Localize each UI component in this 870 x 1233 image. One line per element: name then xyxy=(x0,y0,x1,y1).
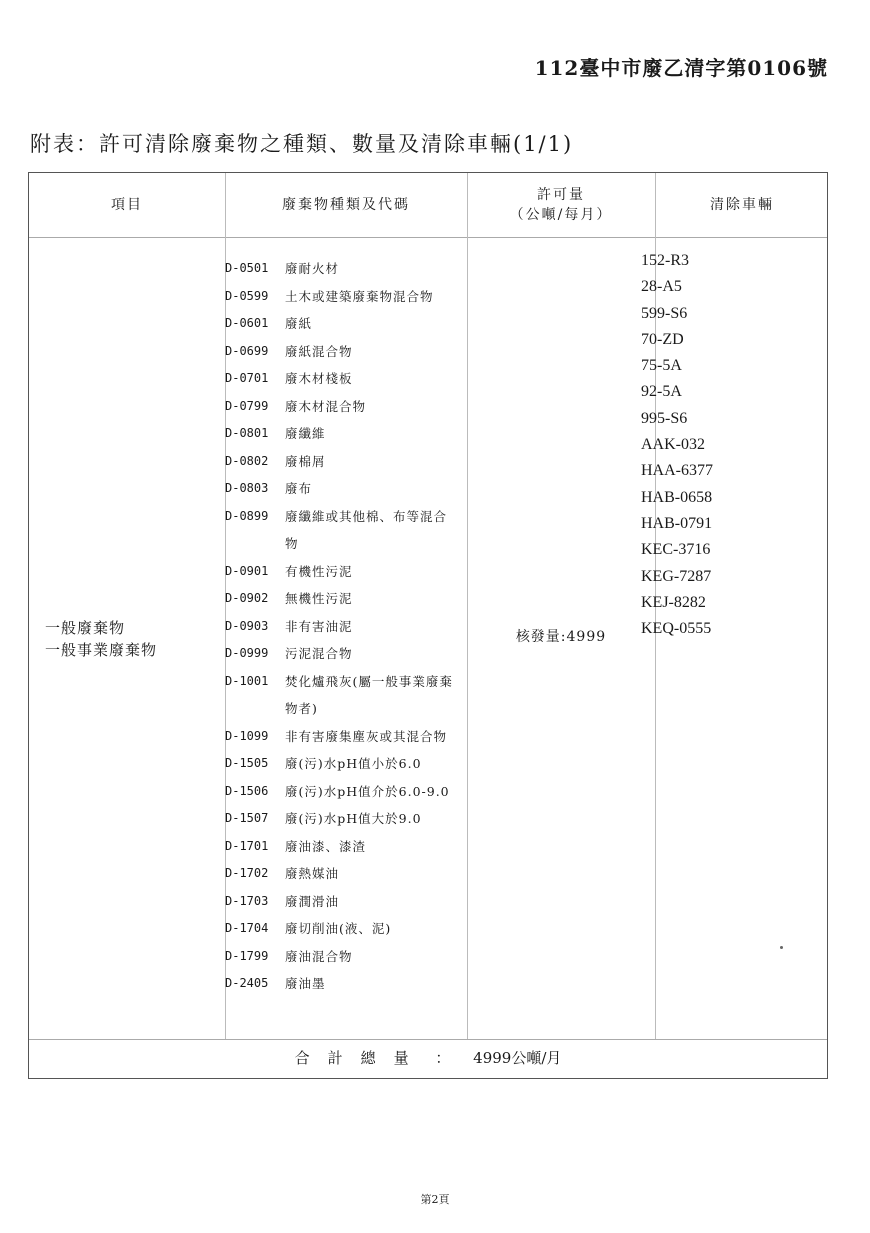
category-general-business-waste: 一般事業廢棄物 xyxy=(45,641,158,659)
waste-code: D-1099 xyxy=(225,728,269,743)
waste-code: D-0801 xyxy=(225,426,269,440)
waste-name: 廢棉屑 xyxy=(285,453,326,469)
header-waste-type: 廢棄物種類及代碼 xyxy=(282,197,410,213)
list-item xyxy=(225,970,457,998)
vehicle-plate: AAK-032 xyxy=(641,436,705,454)
vehicle-plate: 599-S6 xyxy=(641,304,688,322)
document-number: 112臺中市廢乙清字第0106號 xyxy=(534,56,828,80)
waste-name: 廢木材混合物 xyxy=(285,398,367,414)
waste-name: 廢布 xyxy=(285,481,313,496)
list-item xyxy=(225,420,457,448)
waste-name: 廢油墨 xyxy=(285,976,326,991)
waste-list xyxy=(225,255,457,998)
waste-code: D-0802 xyxy=(225,453,269,468)
vehicle-plate: KEC-3716 xyxy=(641,541,711,559)
waste-name: 廢紙 xyxy=(285,316,313,331)
waste-name: 廢紙混合物 xyxy=(285,343,353,359)
waste-name: 廢纖維 xyxy=(285,426,326,441)
total-colon: ： xyxy=(435,1049,451,1067)
vehicle-plate: 70-ZD xyxy=(641,330,684,348)
vehicle-plate: 75-5A xyxy=(641,357,682,375)
waste-name: 廢(污)水pH值小於6.0 xyxy=(285,756,422,771)
total-divider xyxy=(29,1039,827,1040)
header-permit-quantity-line1: 許可量 xyxy=(537,187,585,203)
page-number: 第2頁 xyxy=(420,1193,450,1206)
waste-code: D-0902 xyxy=(225,591,269,605)
vehicle-plate: 28-A5 xyxy=(641,278,682,296)
vehicle-plate: KEJ-8282 xyxy=(641,593,706,611)
waste-name: 污泥混合物 xyxy=(285,646,353,661)
waste-category xyxy=(45,617,157,661)
waste-code: D-1507 xyxy=(225,811,269,825)
waste-name: 廢潤滑油 xyxy=(285,893,340,909)
vehicle-plate: HAB-0658 xyxy=(641,488,713,506)
waste-name: 廢油混合物 xyxy=(285,948,353,964)
waste-name: 廢耐火材 xyxy=(285,261,340,276)
list-item xyxy=(225,310,457,338)
vehicle-plate: HAB-0791 xyxy=(641,514,713,532)
waste-code: D-0903 xyxy=(225,618,269,633)
total-value: 4999公噸/月 xyxy=(473,1049,562,1067)
list-item xyxy=(225,860,457,888)
waste-name: 土木或建築廢棄物混合物 xyxy=(285,288,434,304)
vehicle-plate: HAA-6377 xyxy=(641,462,713,480)
list-item xyxy=(225,255,457,283)
waste-code: D-0899 xyxy=(225,508,269,523)
waste-name: 廢切削油(液、泥) xyxy=(285,921,392,936)
permit-table xyxy=(28,172,828,1079)
waste-code: D-1703 xyxy=(225,893,269,908)
waste-name: 非有害油泥 xyxy=(285,618,353,634)
list-item xyxy=(225,365,457,393)
list-item xyxy=(225,833,457,861)
header-permit-quantity xyxy=(467,185,655,225)
list-item xyxy=(225,943,457,971)
scan-speck xyxy=(780,946,783,949)
list-item xyxy=(225,283,457,311)
list-item xyxy=(225,393,457,421)
waste-code: D-0601 xyxy=(225,316,269,330)
waste-name: 廢纖維或其他棉、布等混合物 xyxy=(285,508,448,551)
waste-code: D-1505 xyxy=(225,756,269,770)
list-item xyxy=(225,475,457,503)
vehicle-plate: KEG-7287 xyxy=(641,567,712,585)
category-general-waste: 一般廢棄物 xyxy=(45,619,126,637)
vehicle-plate: KEQ-0555 xyxy=(641,620,712,638)
list-item xyxy=(225,668,457,723)
waste-name: 廢(污)水pH值大於9.0 xyxy=(285,811,422,826)
approved-amount: 核發量:4999 xyxy=(515,629,607,645)
list-item xyxy=(225,448,457,476)
waste-code: D-2405 xyxy=(225,976,269,990)
waste-name: 有機性污泥 xyxy=(285,563,353,579)
list-item xyxy=(225,805,457,833)
waste-code: D-0799 xyxy=(225,398,269,413)
table-title: 附表：許可清除廢棄物之種類、數量及清除車輛(1/1) xyxy=(30,132,574,156)
waste-code: D-0803 xyxy=(225,481,269,495)
list-item xyxy=(225,750,457,778)
vehicle-plate: 92-5A xyxy=(641,383,682,401)
waste-code: D-0999 xyxy=(225,646,269,660)
waste-code: D-1702 xyxy=(225,866,269,880)
total-label: 合計總量 xyxy=(294,1049,427,1067)
waste-code: D-1001 xyxy=(225,673,269,688)
waste-name: 廢(污)水pH值介於6.0-9.0 xyxy=(285,783,450,799)
list-item xyxy=(225,640,457,668)
waste-code: D-0701 xyxy=(225,371,269,385)
header-divider xyxy=(29,237,827,238)
waste-code: D-1506 xyxy=(225,783,269,798)
waste-name: 無機性污泥 xyxy=(285,591,353,606)
waste-code: D-1799 xyxy=(225,948,269,963)
waste-code: D-0699 xyxy=(225,343,269,358)
list-item xyxy=(225,613,457,641)
waste-code: D-0501 xyxy=(225,261,269,275)
vehicle-plate: 152-R3 xyxy=(641,252,689,269)
list-item xyxy=(225,503,457,558)
waste-name: 非有害廢集塵灰或其混合物 xyxy=(285,728,448,744)
column-divider xyxy=(467,173,468,1039)
total-row xyxy=(29,1047,827,1068)
waste-code: D-1701 xyxy=(225,838,269,853)
list-item xyxy=(225,723,457,751)
waste-code: D-1704 xyxy=(225,921,269,935)
list-item xyxy=(225,585,457,613)
list-item xyxy=(225,915,457,943)
waste-code: D-0901 xyxy=(225,563,269,578)
header-item: 項目 xyxy=(111,197,143,213)
header-permit-quantity-line2: （公噸/每月） xyxy=(509,207,613,223)
waste-code: D-0599 xyxy=(225,288,269,303)
waste-name: 廢油漆、漆渣 xyxy=(285,838,367,854)
list-item xyxy=(225,558,457,586)
list-item xyxy=(225,888,457,916)
waste-name: 廢木材棧板 xyxy=(285,371,353,386)
list-item xyxy=(225,778,457,806)
header-vehicles: 清除車輛 xyxy=(710,197,774,213)
vehicle-list xyxy=(641,248,713,642)
list-item xyxy=(225,338,457,366)
waste-name: 廢熱媒油 xyxy=(285,866,340,881)
waste-name: 焚化爐飛灰(屬一般事業廢棄物者) xyxy=(285,673,453,716)
vehicle-plate: 995-S6 xyxy=(641,409,688,427)
